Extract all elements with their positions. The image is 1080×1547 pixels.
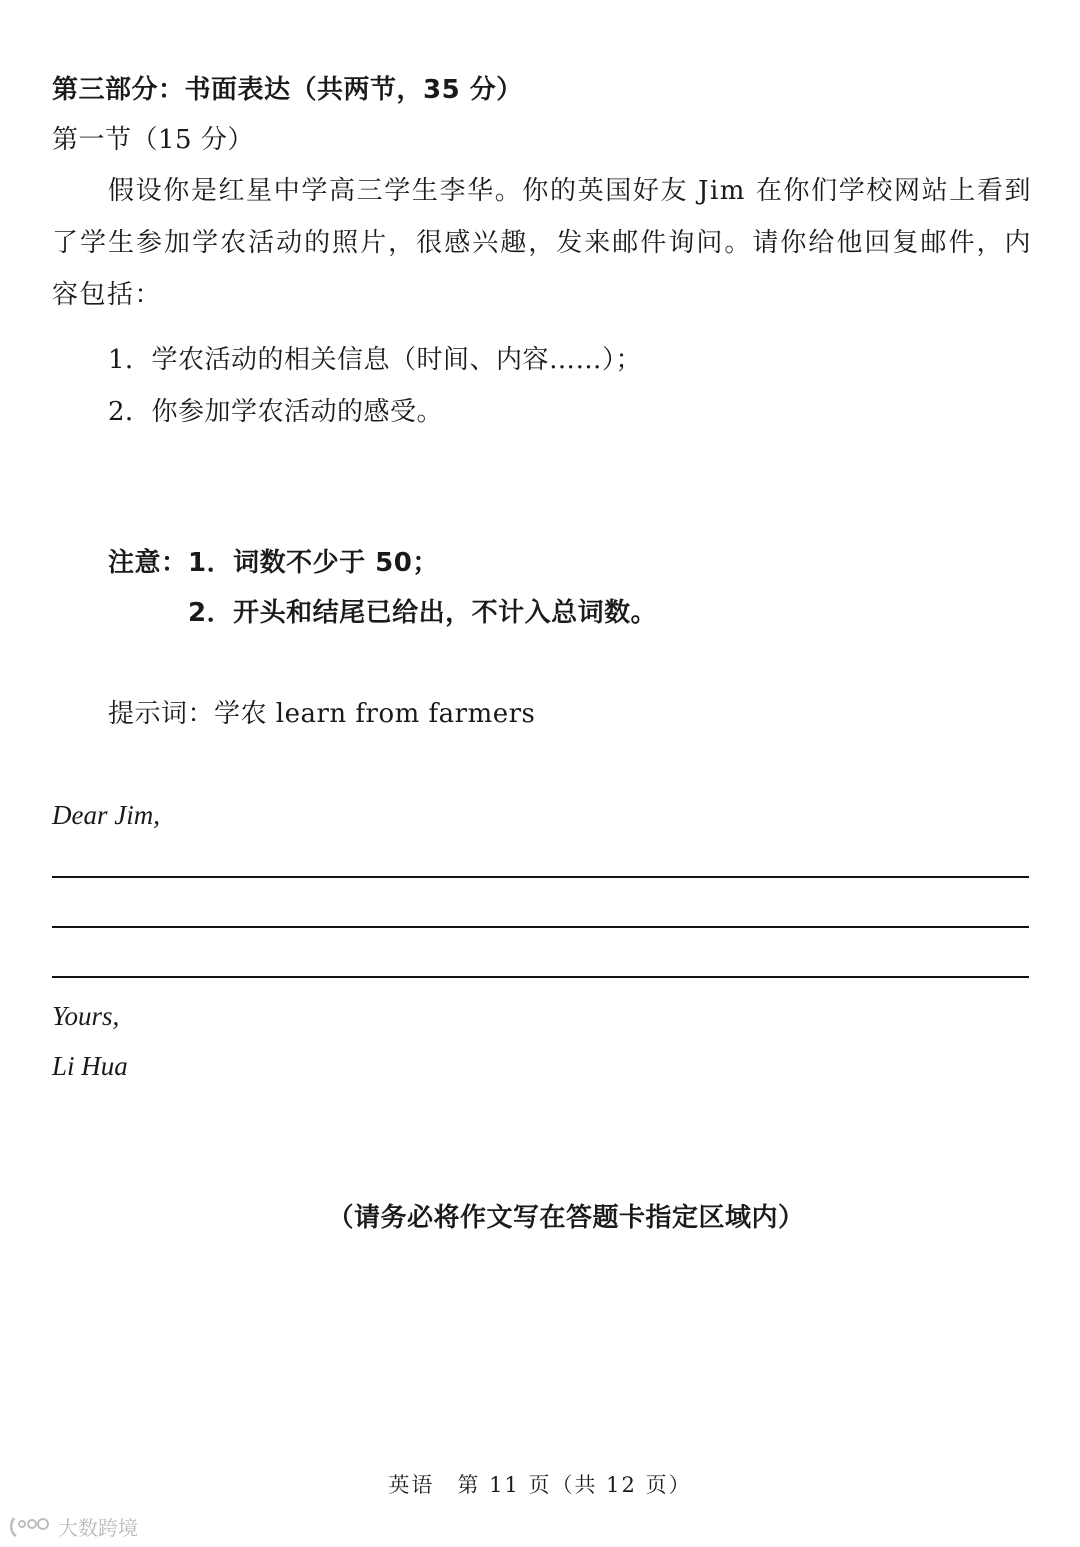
prompt-item-2: 2．你参加学农活动的感受。 (108, 397, 444, 427)
note-item-1: 1．词数不少于 50； (188, 548, 439, 578)
writing-line-2 (52, 926, 1029, 928)
writing-line-1 (52, 876, 1029, 878)
notes-label: 注意： (108, 548, 188, 578)
section-heading: 第三部分：书面表达（共两节，35 分） (52, 75, 523, 105)
note-item-2: 2．开头和结尾已给出，不计入总词数。 (188, 598, 658, 628)
prompt-paragraph: 假设你是红星中学高三学生李华。你的英国好友 Jim 在你们学校网站上看到了学生参加学农活动的照片，很感兴趣，发来邮件询问。请你给他回复邮件，内容包括： (52, 176, 1032, 310)
answer-card-instruction: （请务必将作文写在答题卡指定区域内） (327, 1203, 805, 1233)
prompt-item-1: 1．学农活动的相关信息（时间、内容……）； (108, 345, 643, 375)
letter-greeting: Dear Jim, (52, 800, 160, 830)
letter-signature: Li Hua (52, 1051, 128, 1081)
watermark-logo-icon (8, 1514, 52, 1540)
hint-words: 提示词：学农 learn from farmers (108, 699, 536, 729)
letter-closing: Yours, (52, 1001, 120, 1031)
watermark-text: 大数跨境 (58, 1516, 138, 1540)
watermark (8, 1512, 138, 1541)
page-footer: 英语 第 11 页（共 12 页） (388, 1473, 692, 1497)
section-subheading: 第一节（15 分） (52, 125, 254, 155)
writing-line-3 (52, 976, 1029, 978)
